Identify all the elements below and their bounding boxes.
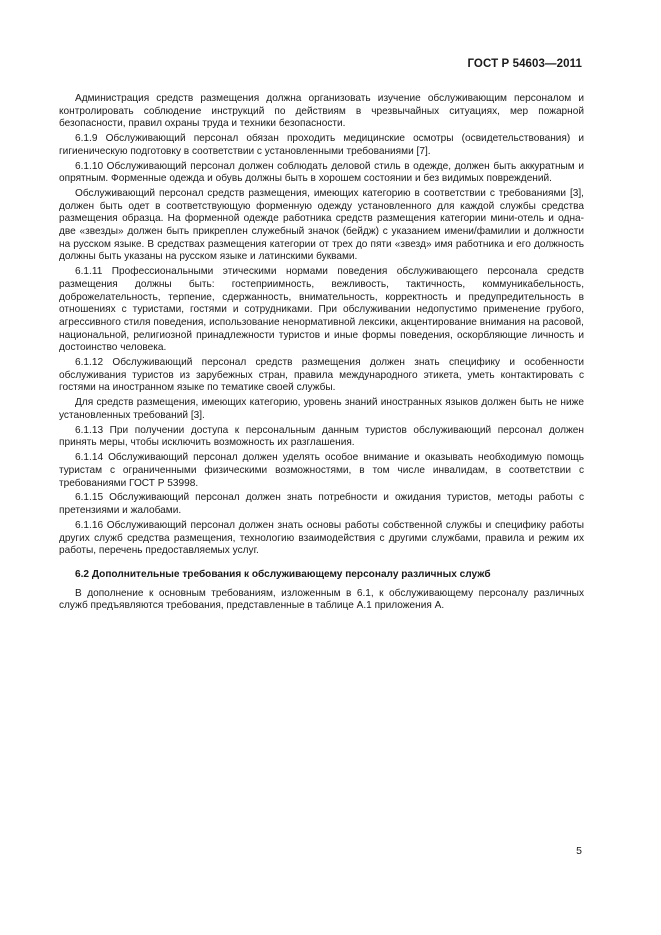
document-body — [59, 93, 584, 615]
paragraph-6-1-13: 6.1.13 При получении доступа к персональным данным туристов обслуживающий персонал должен принять меры, чтобы исключить возможность их разглашения. — [59, 424, 584, 449]
paragraph-6-1-9: 6.1.9 Обслуживающий персонал обязан проходить медицинские осмотры (освидетельствования) и гигиеническую подготовку в соответствии с установленными требованиями [7]. — [59, 133, 584, 157]
section-heading-6-2: 6.2 Дополнительные требования к обслуживающему персоналу различных служб — [75, 568, 491, 580]
paragraph-6-1-12: 6.1.12 Обслуживающий персонал средств размещения должен знать специфику и особенности обслуживания туристов из зарубежных стран, правила международного этикета, уметь контактировать с гостями на иностранном языке по тематике своей службы. — [59, 357, 584, 394]
paragraph-6-1-16: 6.1.16 Обслуживающий персонал должен знать основы работы собственной службы и специфику работы других служб средства размещения, технологию взаимодействия с другими службами, правила и режим их работы, перечень предоставляемых услуг. — [59, 519, 584, 557]
paragraph-admin-training: Администрация средств размещения должна организовать изучение обслуживающим персоналом и контролировать соблюдение инструкций по действиям в чрезвычайных ситуациях, мер пожарной безопасности, правил охраны труда и техники безопасности. — [59, 93, 584, 130]
document-id-header: ГОСТ Р 54603—2011 — [467, 58, 582, 70]
paragraph-6-2: В дополнение к основным требованиям, изложенным в 6.1, к обслуживающему персоналу различных служб предъявляются требования, представленные в таблице А.1 приложения А. — [59, 587, 584, 612]
paragraph-6-1-10: 6.1.10 Обслуживающий персонал должен соблюдать деловой стиль в одежде, должен быть аккуратным и опрятным. Форменные одежда и обувь должны быть в хорошем состоянии и без видимых повреждений. — [59, 160, 584, 185]
paragraph-6-1-11: 6.1.11 Профессиональными этическими нормами поведения обслуживающего персонала средств размещения должны быть: гостеприимность, вежливость, тактичность, коммуникабельность, доброжелательность, терпение, сдержанность, внимательность, корректность и предупредительность в отношениях с туристами, гостями и сотрудниками. При обслуживании недопустимо применение грубого, агрессивного стиля поведения, использование ненормативной лексики, акцентирование внимания на расовой, национальной, религиозной принадлежности туристов и иные формы поведения, оскорбляющие личность и достоинство человека. — [59, 266, 584, 354]
paragraph-foreign-languages: Для средств размещения, имеющих категорию, уровень знаний иностранных языков должен быть не ниже установленных требований [3]. — [59, 397, 584, 421]
paragraph-6-1-14: 6.1.14 Обслуживающий персонал должен уделять особое внимание и оказывать необходимую помощь туристам с ограниченными физическими возможностями, в том числе инвалидам, в соответствии с требованиями ГОСТ Р 53998. — [59, 452, 584, 489]
page-number: 5 — [576, 845, 582, 857]
paragraph-uniform-badge: Обслуживающий персонал средств размещения, имеющих категорию в соответствии с требованиями [3], должен быть одет в соответствующую форменную одежду установленного для каждой службы средства размещения образца. На форменной одежде работника средств размещения категории мини-отель и одна-две «звезды» должен быть прикреплен служебный значок (бейдж) с указанием имени/фамилии и должности на русском языке. В средствах размещения категории от трех до пяти «звезд» имя работника и его должность должны быть указаны на русском языке и латинскими буквами. — [59, 188, 584, 263]
paragraph-6-1-15: 6.1.15 Обслуживающий персонал должен знать потребности и ожидания туристов, методы работы с претензиями и жалобами. — [59, 492, 584, 517]
